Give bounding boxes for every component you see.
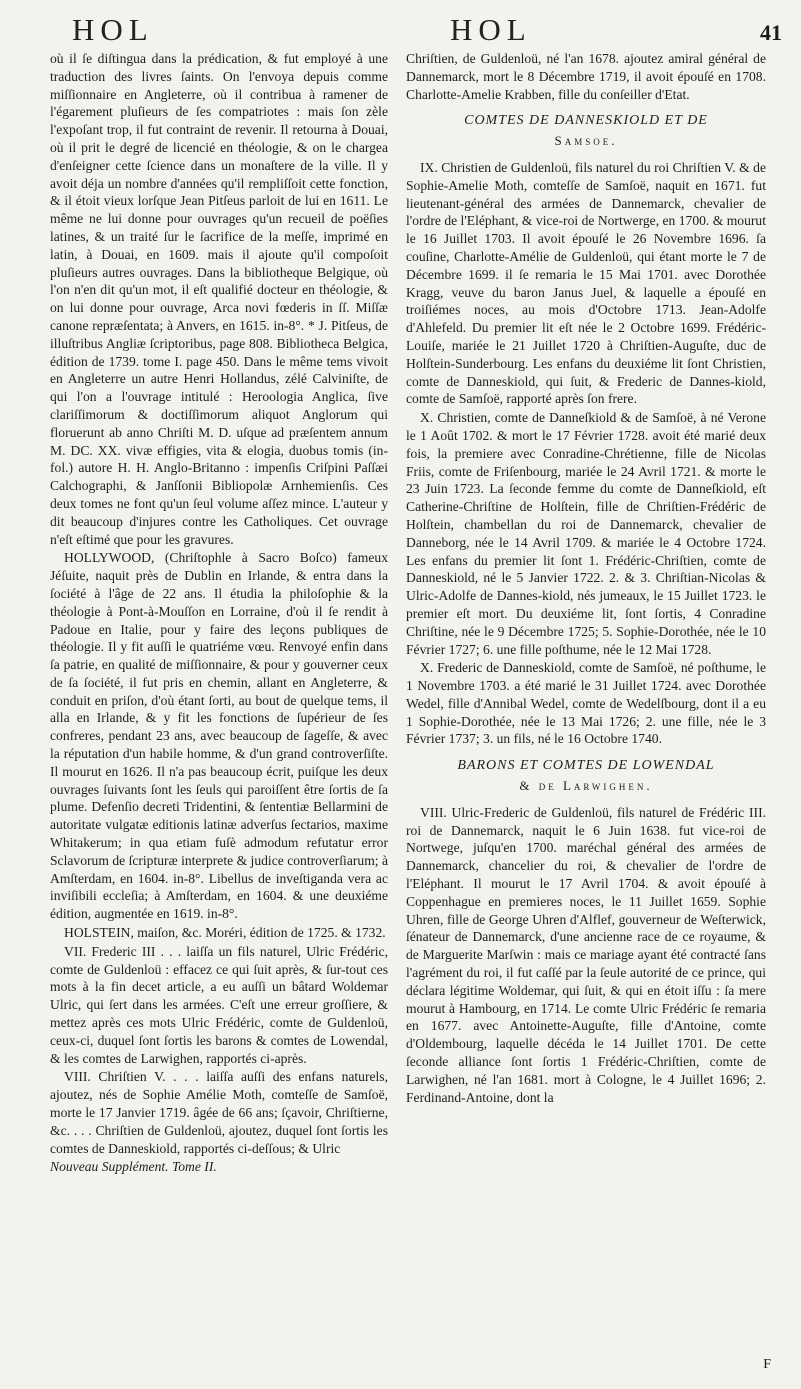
entry-viii-ulric-frederic: VIII. Ulric-Frederic de Guldenloü, fils naturel de Frédéric III. roi de Dannemarck, naquit le 6 Juin 1638. fut vice-roi de Nortwege, juſqu'en 1700. maréchal général des armées de Dannemarck, chancelier du roi, & chevalier de l'ordre de l'Eléphant. Il mourut le 17 Avril 1704. & avoit épouſé à Coppenhague en premieres noces, le 11 Juillet 1659. Sophie Uhren, fille de George Uhren d'Alflef, gouverneur de Weſterwick, ſénateur de Dannemarck, d'une ancienne race de ce royaume, & de Marguerite Marſwin : mais ce mariage ayant été contracté ſans l'agrément du roi, il fut caſſé par la ſeule autorité de ce prince, qui déclara légitime Woldemar, qui ſuit, & qui en étoit iſſu : ſa mere mourut à Hambourg, en 1714. Le comte Ulric Frédéric ſe remaria en 1677. avec Antoinette-Auguſte, fille d'Antoine, comte d'Oldembourg, laquelle décéda le 14 Juillet 1701. De cette ſeconde alliance ſont ſortis 1 Frédéric-Chriſtien, comte de Larwighen, né l'an 1681. mort à Cologne, le 4 Juillet 1696; 2. Ferdinand-Antoine, dont la	[406, 804, 766, 1105]
entry-hollywood: HOLLYWOOD, (Chriſtophle à Sacro Boſco) fameux Jéſuite, naquit près de Dublin en Irlande, & entra dans la ſociété à l'âge de 22 ans. Il étudia la philoſophie & la théologie à Pont-à-Mouſſon en Lorraine, d'où il ſe rendit à Padoue en Italie, pour y faire des leçons publiques de théologie. Il y fit auſſi le quatriéme vœu. Renvoyé enfin dans ſa patrie, en qualité de miſſionnaire, & pour y gouverner ceux de ſa ſociété, il fut pris en chemin, allant en Angleterre, & conduit en priſon, d'où étant ſorti, au bout de quelque tems, il alla en Irlande, & y fit les fonctions de ſupérieur de ſes confreres, pendant 23 ans, avec beaucoup de ſageſſe, & avec la réputation d'un habile homme, & d'un grand controverſiſte. Il mourut en 1626. Il n'a pas beaucoup écrit, puiſque les deux ouvrages ſuivants ſont les ſeuls qui paroiſſent être ſortis de ſa plume. Defenſio decreti Tridentini, & ſententiæ Bellarmini de autoritate vulgatæ editionis latinæ adverſus ſectarios, maxime Whitakerum; in qua etiam fuſè admodum refutatur error Sclavorum de ſcripturæ interprete & judice controverſiarum; à Amſterdam, en 1604. in-8°. Libellus de inveſtiganda vera ac inviſibili eccleſia; à Amſterdam, en 1604. & une deuxiéme édition, augmentée en 1619. in-8°.	[50, 550, 388, 922]
entry-ix-christien: IX. Christien de Guldenloü, fils naturel du roi Chriſtien V. & de Sophie-Amelie Moth, comteſſe de Samſoë, naquit en 1671. fut lieutenant-général des armées de Dannemarck, chevalier de l'ordre de l'Eléphant, & vice-roi de Nortwerge, en 1700. & mourut le 16 Juillet 1703. Il avoit épouſé le 26 Novembre 1696. ſa couſine, Charlotte-Amélie de Guldenloü, qui étant morte le 7 de Décembre 1699. il ſe remaria le 15 Mai 1701. avec Dorothée Kragg, veuve du baron Janus Juel, & laquelle a épouſé en troiſiémes noces, au mois d'Octobre 1713. Jean-Adolfe d'Ahlefeld. Du premier lit eſt née le 2 Octobre 1699. Frédéric-Louiſe, mariée le 21 Juillet 1720 à Chriſtien-Auguſte, duc de Holſtein-Sunderbourg. Les enfans du deuxiéme lit ſont Christien, comte de Danneskiold, qui ſuit, & Frederic de Dannes-kiold, comte de Samſoë, rapporté après ſon frere.	[406, 159, 766, 407]
section-subtitle-larwighen: & de Larwighen.	[519, 778, 653, 794]
signature-line: Nouveau Supplément. Tome II.	[50, 1159, 217, 1175]
entry-x-christien: X. Christien, comte de Danneſkiold & de Samſoë, à né Verone le 1 Août 1702. & mort le 17 Février 1728. avoit été marié deux fois, la premiere avec Conradine-Chrétienne, fille de Nicolas Friis, comte de Friſenbourg, mariée le 24 Avril 1721. & morte le 23 Juin 1723. La ſeconde femme du comte de Danneſkiold, eſt Catherine-Chriſtine de Holſtein, fille de Chriſtien-Frédéric de Holſtein, chambellan du roi de Dannemarck, chevalier de Danneborg, née le 14 Avril 1709. & mariée le 4 Octobre 1724. Les enfans du premier lit ſont 1. Frédéric-Chriſtien, comte de Danneskiold, né le 5 Janvier 1722. 2. & 3. Chriſtian-Nicolas & Ulric-Adolfe de Dannes-kiold, nés jumeaux, le 15 Juillet 1723. le premier eſt mort. Du deuxiéme lit, ſont ſortis, 4 Conradine Chriſtine, née le 9 Décembre 1725; 5. Sophie-Dorothée, née le 10 Février 1727; 6. une fille poſthume, née le 12 Mai 1728.	[406, 410, 766, 657]
entry-christien-v: VIII. Chriſtien V. . . . laiſſa auſſi des enfans naturels, ajoutez, nés de Sophie Amélie Moth, comteſſe de Samſoë, morte le 17 Janvier 1719. âgée de 66 ans; ſçavoir, Chriſtierne, &c. . . . Chriſtien de Guldenloü, ajoutez, duquel ſont ſortis les comtes de Danneskiold, rapportés ci-deſſous; & Ulric	[50, 1069, 388, 1156]
signature-mark: F	[763, 1357, 771, 1372]
paragraph-hollandus-cont: où il ſe diſtingua dans la prédication, & fut employé à une traduction des livres ſaints. On l'envoya depuis comme miſſionnaire en Angleterre, où il contribua à ramener de l'égarement pluſieurs de ſes compatriotes : mais ſon zèle l'expoſant trop, il fut contraint de revenir. Il retourna à Douai, où il prit le degré de licencié en théologie, & on le chargea d'enſeigner cette ſcience dans un monaſtere de la ville. Il y avoit déja un nombre d'années qu'il rempliſſoit cette fonction, & il étoit vieux lorſque Jean Pitſeus parloit de lui en 1611. Le même ne lui donne pour ouvrages qu'un recueil de poëſies latines, & un traité ſur le ſacrifice de la meſſe, imprimé en latin, à Douai, en 1609. mais il ajoute qu'il compoſoit pluſieurs autres ouvrages. Dans la bibliotheque Belgique, où l'on n'en dit qu'un mot, il eſt qualifié docteur en théologie, & on lui donne pour ouvrage, Arca novi fœderis in ſſ. Miſſæ canone repræſentata; à Anvers, en 1615. in-8°. * J. Pitſeus, de illuſtribus Angliæ ſcriptoribus, page 808. Bibliotheca Belgica, édition de 1739. tome I. page 450. Dans le même tems vivoit en Angleterre un autre Henri Hollandus, zélé Calviniſte, de qui l'on a l'ouvrage intitulé : Heroologia Anglica, ſive clariſſimorum & doctiſſimorum aliquot Anglorum qui floruerunt ab anno Chriſti M. D. uſque ad præſentem annum M. DC. XX. vivæ effigies, vita & elogia, duobus tomis (in-fol.) autore H. H. Anglo-Britanno : impenſis Criſpini Paſſæi Calchographi, & Janſſonii Bibliopolæ Arnhemienſis. Ces deux tomes ne font qu'un ſeul volume aſſez mince. L'auteur y dit beaucoup d'injures contre les Catholiques. Cet ouvrage n'eſt eſtimé que pour les gravures.	[50, 51, 388, 547]
entry-holstein: HOLSTEIN, maiſon, &c. Moréri, édition de 1725. & 1732.	[64, 925, 386, 941]
header-right: HOL	[450, 12, 532, 47]
section-title-danneskiold: COMTES DE DANNESKIOLD ET DE	[464, 113, 708, 129]
entry-frederic-iii: VII. Frederic III . . . laiſſa un fils naturel, Ulric Frédéric, comte de Guldenloü : effacez ce qui ſuit après, & ſur-tout ces mots à la fin decet article, a eu auſſi un bâtard Woldemar Ulric, qui ſert dans les armées. C'eſt une erreur groſſiere, & mettez après ces mots Ulric Frédéric, comte de Guldenloü, ceux-ci, duquel ſont ſortis les barons & comtes de Lowendal, & les comtes de Larwighen, rapportés ci-après.	[50, 943, 388, 1066]
entry-x-frederic: X. Frederic de Danneskiold, comte de Samſoë, né poſthume, le 1 Novembre 1703. a été marié le 31 Juillet 1724. avec Dorothée Wedel, fille d'Annibal Wedel, comte de Wedelſbourg, dont il a eu 1 Sophie-Dorothée, née le 13 Mai 1726; 2. une fille, née le 3 Février 1737; 3. un fils, né le 16 Octobre 1740.	[406, 660, 766, 747]
page-number: 41	[760, 20, 782, 45]
section-subtitle-samsoe: Samsoe.	[554, 133, 618, 149]
right-column	[406, 50, 766, 1107]
section-title-lowendal: BARONS ET COMTES DE LOWENDAL	[457, 758, 715, 774]
header-left: HOL	[72, 12, 154, 47]
paragraph-christien-cont: Chriſtien, de Guldenloü, né l'an 1678. ajoutez amiral général de Dannemarck, mort le 8 Décembre 1719, il avoit épouſé en 1708. Charlotte-Amelie Krabben, fille du conſeiller d'Etat.	[406, 51, 766, 102]
left-column	[50, 50, 388, 1177]
